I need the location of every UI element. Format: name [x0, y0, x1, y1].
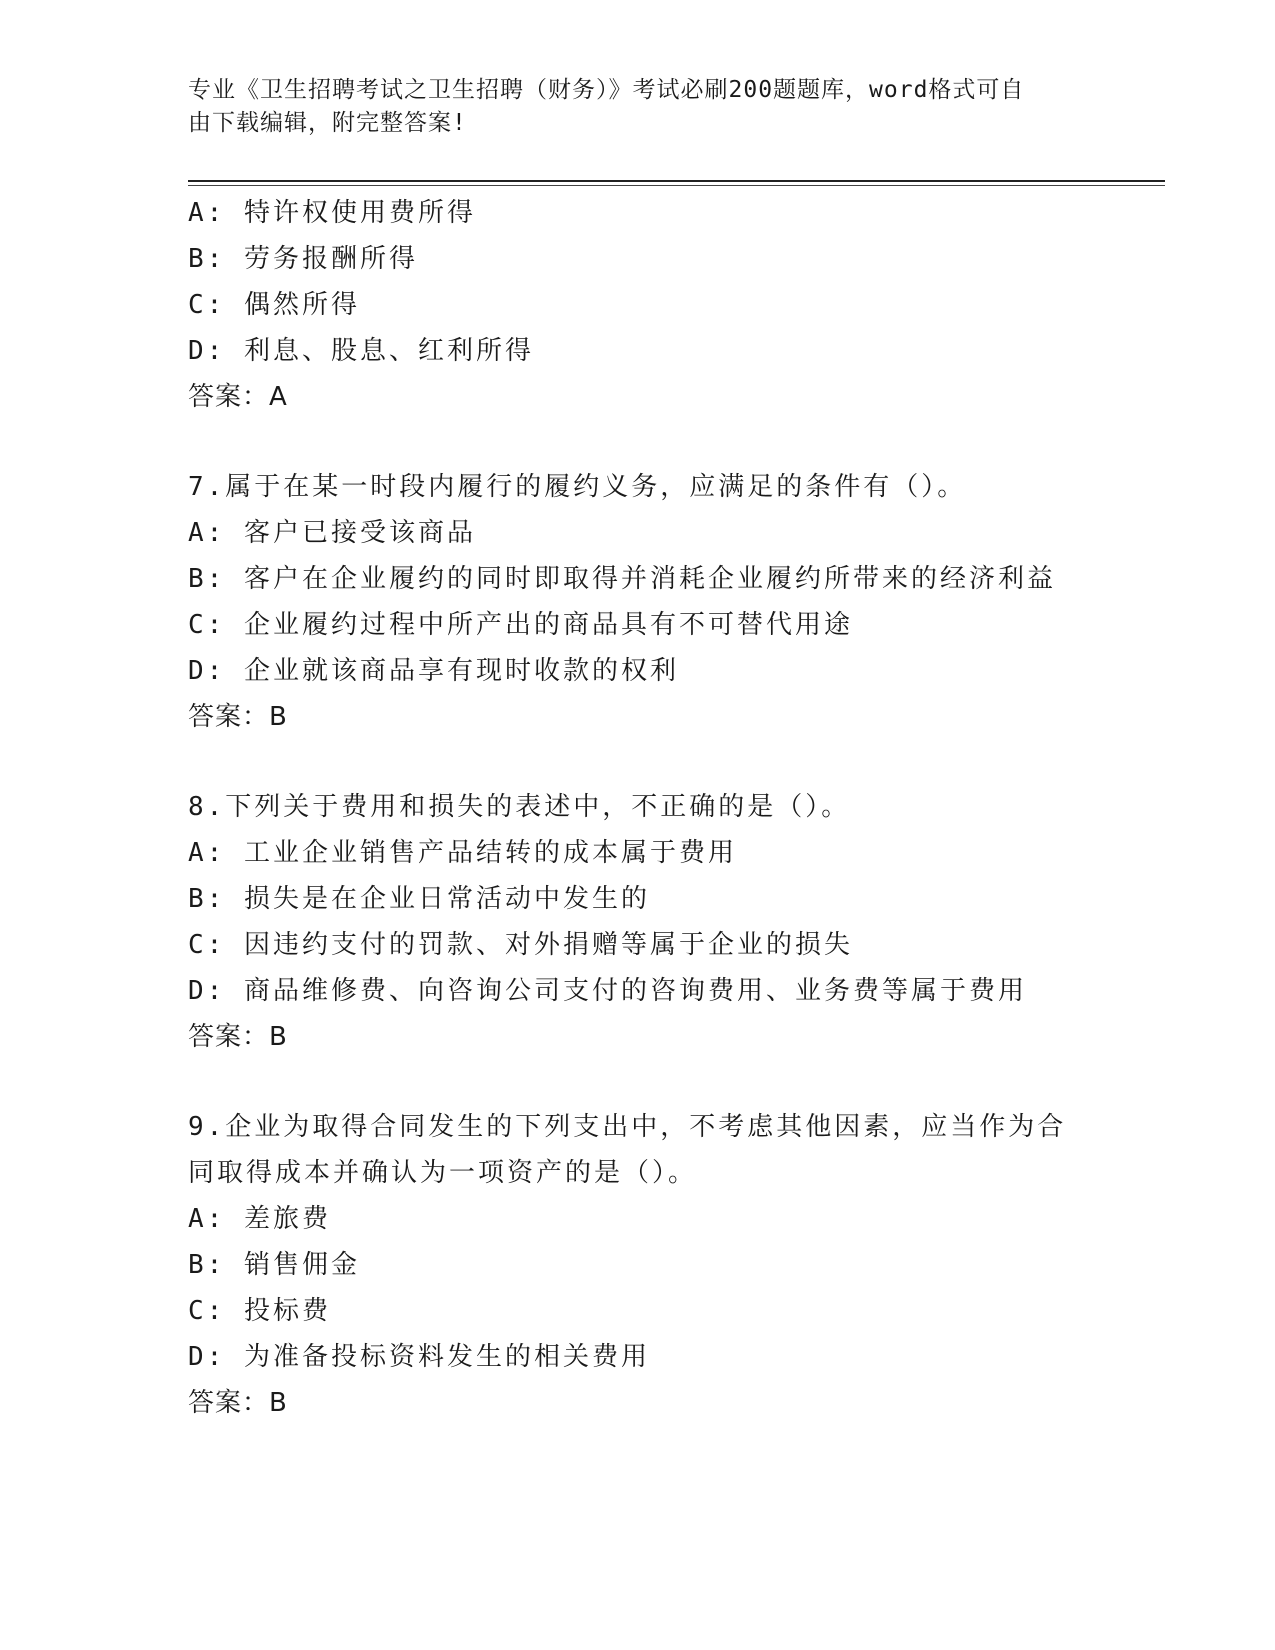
q8-answer: 答案：B: [188, 1022, 288, 1052]
spacer: [188, 1060, 1148, 1104]
q7-option-c: C: 企业履约过程中所产出的商品具有不可替代用途: [188, 610, 853, 640]
q9-option-c: C: 投标费: [188, 1296, 331, 1326]
q6-option-b: B: 劳务报酬所得: [188, 244, 418, 274]
header-divider-thick: [188, 180, 1165, 182]
q7-option-a: A: 客户已接受该商品: [188, 518, 476, 548]
spacer: [188, 740, 1148, 784]
q7-option-b: B: 客户在企业履约的同时即取得并消耗企业履约所带来的经济利益: [188, 564, 1056, 594]
q9-question-line-1: 9.企业为取得合同发生的下列支出中，不考虑其他因素，应当作为合: [188, 1112, 1067, 1142]
question-list: [188, 190, 1148, 1426]
document-header: [188, 74, 1068, 140]
q9-question-line-2: 同取得成本并确认为一项资产的是（）。: [188, 1158, 698, 1188]
question-9-block: [188, 1104, 1148, 1426]
q9-option-d: D: 为准备投标资料发生的相关费用: [188, 1342, 650, 1372]
q8-option-c: C: 因违约支付的罚款、对外捐赠等属于企业的损失: [188, 930, 853, 960]
spacer: [188, 420, 1148, 464]
q7-question: 7.属于在某一时段内履行的履约义务，应满足的条件有（）。: [188, 472, 967, 502]
question-6-block: [188, 190, 1148, 420]
q9-answer: 答案：B: [188, 1388, 288, 1418]
q7-option-d: D: 企业就该商品享有现时收款的权利: [188, 656, 679, 686]
q6-option-a: A: 特许权使用费所得: [188, 198, 476, 228]
question-8-block: [188, 784, 1148, 1060]
header-divider-thin: [188, 185, 1165, 186]
q6-answer: 答案：A: [188, 382, 288, 412]
q8-question: 8.下列关于费用和损失的表述中，不正确的是（）。: [188, 792, 851, 822]
q8-option-a: A: 工业企业销售产品结转的成本属于费用: [188, 838, 737, 868]
question-7-block: [188, 464, 1148, 740]
q8-option-d: D: 商品维修费、向咨询公司支付的咨询费用、业务费等属于费用: [188, 976, 1027, 1006]
q9-option-a: A: 差旅费: [188, 1204, 331, 1234]
q6-option-c: C: 偶然所得: [188, 290, 360, 320]
q6-option-d: D: 利息、股息、红利所得: [188, 336, 534, 366]
q9-option-b: B: 销售佣金: [188, 1250, 360, 1280]
header-line-2: 由下载编辑，附完整答案!: [188, 110, 467, 136]
header-line-1: 专业《卫生招聘考试之卫生招聘（财务）》考试必刷200题题库，word格式可自: [188, 77, 1025, 103]
q7-answer: 答案：B: [188, 702, 288, 732]
q8-option-b: B: 损失是在企业日常活动中发生的: [188, 884, 650, 914]
